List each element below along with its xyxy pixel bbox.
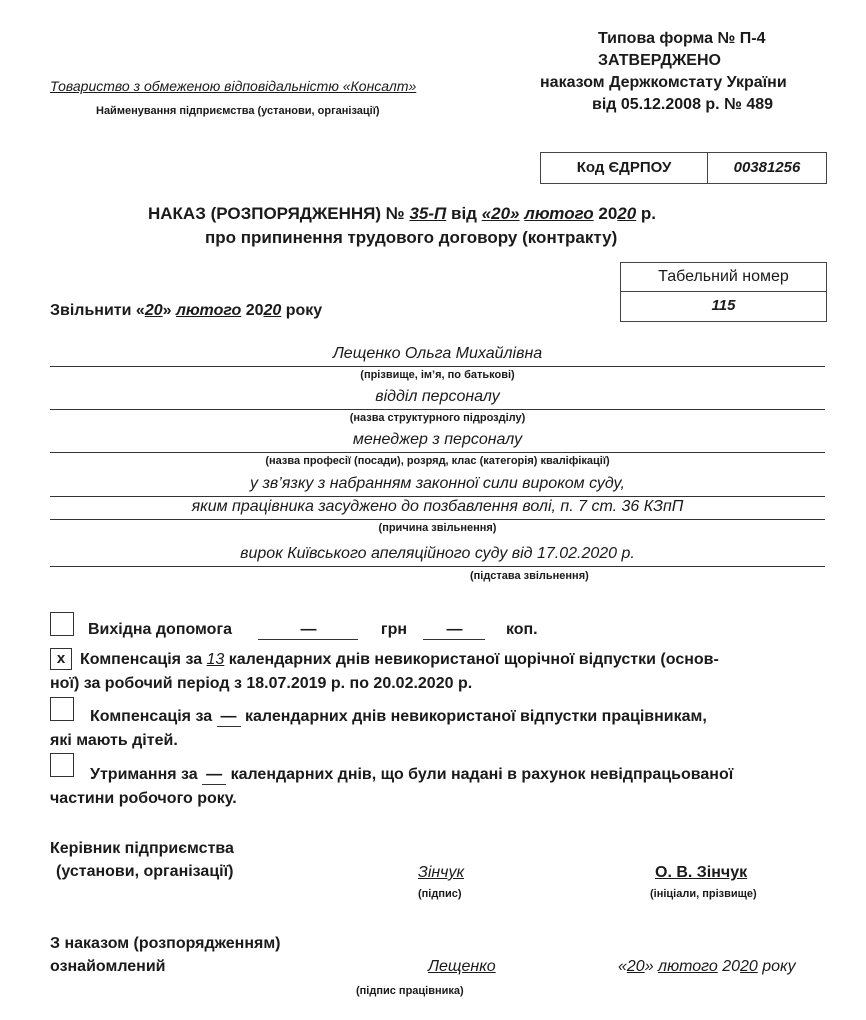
edrpou-value: 00381256 [733, 159, 801, 176]
dismissal-reason-line2: яким працівника засуджено до позбавлення волі, п. 7 ст. 36 КЗпП [191, 498, 684, 515]
children-compensation-checkbox[interactable] [50, 697, 74, 721]
severance-kop-label: коп. [505, 621, 538, 638]
dismiss-mid: » [162, 302, 176, 319]
vacation-compensation-days: 13 [206, 651, 225, 668]
dismiss-year-suffix: 20 [263, 302, 282, 319]
severance-uah-label: грн [380, 621, 408, 638]
order-month: лютого [524, 204, 594, 223]
withholding-pre: Утримання за [90, 766, 203, 783]
approval-authority: наказом Держкомстату України [540, 74, 787, 91]
dismiss-year-unit: року [281, 302, 323, 319]
children-compensation-text2: які мають дітей. [50, 732, 178, 749]
vacation-compensation-text1: календарних днів невикористаної щорічної відпустки (основ- [224, 651, 719, 668]
dismiss-date [50, 302, 322, 320]
position-line [50, 452, 825, 453]
dismissal-basis: вирок Київського апеляційного суду від 17.02.2020 р. [240, 545, 635, 562]
ack-day: 20 [626, 958, 645, 975]
basis-line [50, 566, 825, 567]
ack-month: лютого [658, 958, 718, 975]
company-hint: Найменування підприємства (установи, організації) [96, 105, 380, 117]
employee-position-hint: (назва професії (посади), розряд, клас (категорія) кваліфікації) [265, 455, 610, 467]
severance-kop-value: — [423, 621, 485, 640]
reason-line1-rule [50, 496, 825, 497]
head-signature: Зінчук [418, 864, 465, 881]
dismissal-basis-hint: (підстава звільнення) [470, 570, 589, 582]
severance-label: Вихідна допомога [88, 621, 233, 638]
ack-year-unit: року [757, 958, 796, 975]
children-compensation-pre: Компенсація за [90, 708, 217, 725]
form-number: Типова форма № П-4 [598, 30, 766, 47]
order-from: від [446, 204, 482, 223]
order-title [148, 204, 656, 224]
department-line [50, 409, 825, 410]
order-year-unit: р. [636, 204, 657, 223]
withholding-text2: частини робочого року. [50, 790, 237, 807]
order-subtitle: про припинення трудового договору (контракту) [205, 228, 618, 247]
employee-name-hint: (прізвище, ім’я, по батькові) [360, 369, 515, 381]
order-title-prefix: НАКАЗ (РОЗПОРЯДЖЕННЯ) № [148, 204, 410, 223]
edrpou-box [540, 152, 827, 184]
edrpou-label: Код ЄДРПОУ [541, 153, 708, 183]
head-label-line2: (установи, організації) [56, 863, 234, 880]
acknowledgment-label-line2: ознайомлений [50, 958, 166, 975]
severance-checkbox[interactable] [50, 612, 74, 636]
withholding-row [90, 766, 733, 785]
head-signature-hint: (підпис) [418, 888, 462, 900]
children-compensation-text1: календарних днів невикористаної відпустки працівникам, [240, 708, 707, 725]
vacation-compensation-pre: Компенсація за [80, 651, 207, 668]
vacation-compensation-text2: ної) за робочий період з 18.07.2019 р. по 20.02.2020 р. [50, 675, 473, 692]
vacation-compensation-row [80, 651, 719, 669]
ack-year-prefix: 20 [717, 958, 741, 975]
employee-name: Лещенко Ольга Михайлівна [332, 345, 543, 362]
company-name: Товариство з обмеженою відповідальністю «Консалт» [50, 78, 417, 94]
children-compensation-days: — [217, 708, 241, 727]
employee-position: менеджер з персоналу [352, 431, 523, 448]
ack-year-suffix: 20 [740, 958, 758, 975]
vacation-compensation-checkbox[interactable]: x [50, 648, 72, 670]
employee-department-hint: (назва структурного підрозділу) [349, 412, 526, 424]
withholding-text1: календарних днів, що були надані в рахунок невідпрацьованої [226, 766, 734, 783]
order-day: «20» [481, 204, 520, 223]
dismiss-day: 20 [144, 302, 163, 319]
head-name-hint: (ініціали, прізвище) [650, 888, 757, 900]
order-number: 35-П [409, 204, 447, 223]
ack-date-open: « [618, 958, 627, 975]
withholding-days: — [202, 766, 226, 785]
name-line [50, 366, 825, 367]
severance-row [88, 621, 538, 640]
acknowledgment-date [618, 958, 796, 976]
dismiss-month: лютого [175, 302, 242, 319]
severance-uah-value: — [258, 621, 358, 640]
withholding-checkbox[interactable] [50, 753, 74, 777]
ack-date-close: » [644, 958, 659, 975]
employee-department: відділ персоналу [375, 388, 500, 405]
order-year-suffix: 20 [617, 204, 637, 223]
tab-number-label: Табельний номер [621, 263, 826, 292]
head-label-line1: Керівник підприємства [50, 840, 234, 857]
tab-number-box [620, 262, 827, 322]
order-year-prefix: 20 [598, 204, 618, 223]
acknowledgment-label-line1: З наказом (розпорядженням) [50, 935, 281, 952]
dismissal-reason-line1: у зв’язку з набранням законної сили вироком суду, [250, 475, 625, 492]
reason-line2-rule [50, 519, 825, 520]
dismiss-year-prefix: 20 [241, 302, 264, 319]
tab-number-value: 115 [711, 297, 736, 314]
dismiss-label: Звільнити « [50, 302, 145, 319]
approval-heading: ЗАТВЕРДЖЕНО [598, 52, 721, 69]
head-name: О. В. Зінчук [655, 864, 748, 881]
approval-date: від 05.12.2008 р. № 489 [592, 96, 774, 113]
employee-signature: Лещенко [428, 958, 496, 975]
children-compensation-row [90, 708, 707, 727]
dismissal-reason-hint: (причина звільнення) [378, 522, 497, 534]
employee-signature-hint: (підпис працівника) [356, 985, 464, 997]
